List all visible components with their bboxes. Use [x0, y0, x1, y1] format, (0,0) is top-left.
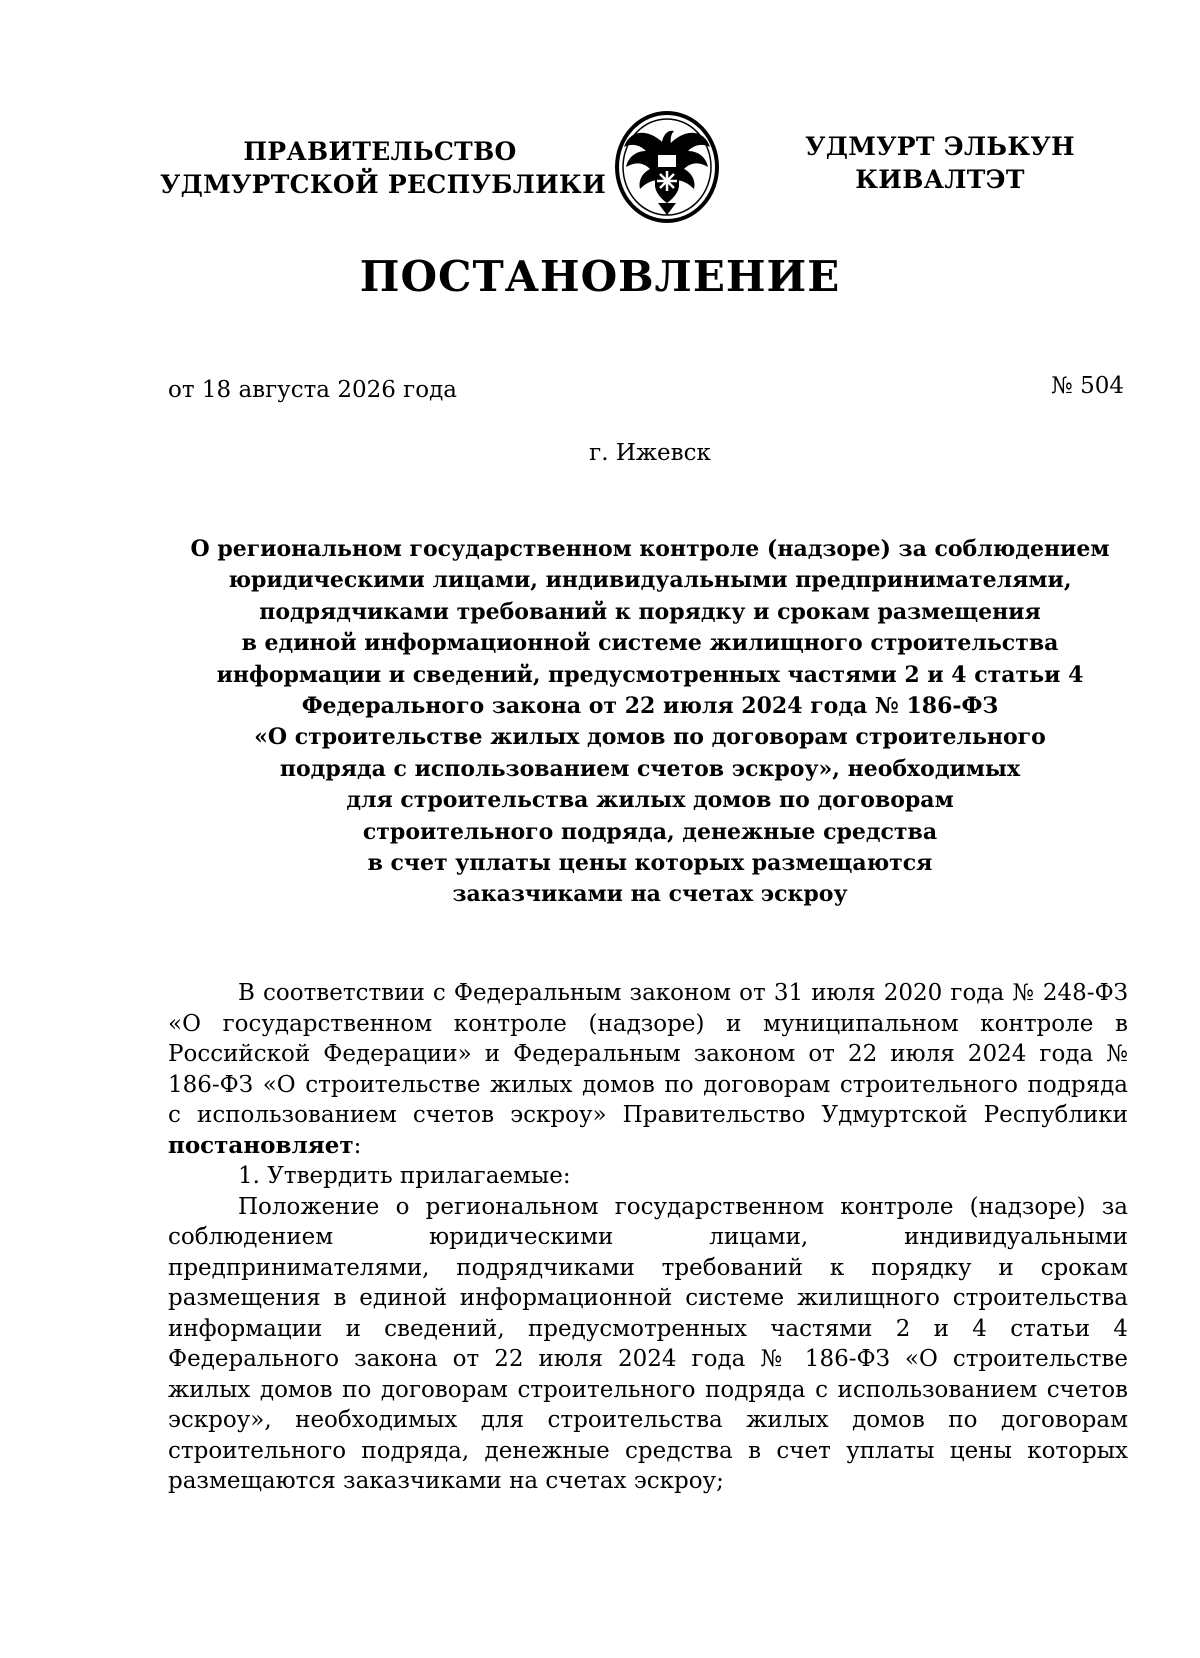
header-right: [800, 130, 1080, 196]
subject-line: «О строительстве жилых домов по договорам строительного: [254, 724, 1046, 751]
header-left-line2: УДМУРТСКОЙ РЕСПУБЛИКИ: [160, 170, 607, 199]
subject-line: Федерального закона от 22 июля 2024 года № 186-ФЗ: [301, 693, 999, 720]
subject-line: строительного подряда, денежные средства: [362, 818, 938, 845]
subject-line: заказчиками на счетах эскроу: [452, 881, 848, 908]
subject-line: для строительства жилых домов по договорам: [346, 787, 954, 814]
subject-line: О региональном государственном контроле (надзоре) за соблюдением: [190, 536, 1110, 562]
preamble-paragraph: [168, 978, 1128, 1161]
preamble-bold: постановляет: [168, 1131, 354, 1159]
header-right-line1: УДМУРТ ЭЛЬКУН: [805, 132, 1075, 161]
subject-line: в единой информационной системе жилищного строительства: [241, 630, 1059, 657]
document-body: [168, 978, 1128, 1497]
subject-line: подряда с использованием счетов эскроу», необходимых: [279, 755, 1021, 782]
header-left: [160, 135, 607, 201]
coat-of-arms-icon: [610, 107, 724, 225]
regulation-paragraph: Положение о региональном государственном контроле (надзоре) за соблюдением юридическими лицами, индивидуальными предпринимателями, подрядчиками требований к порядку и срокам размещения в единой информационной системе жилищного строительства информации и сведений, предусмотренных частями 2 и 4 статьи 4 Федерального закона от 22 июля 2024 года № 186-ФЗ «О строительстве жилых домов по договорам строительного подряда с использованием счетов эскроу», необходимых для строительства жилых домов по договорам строительного подряда, денежные средства в счет уплаты цены которых размещаются заказчиками на счетах эскроу;: [168, 1193, 1128, 1494]
item-1: 1. Утвердить прилагаемые:: [238, 1163, 571, 1189]
header-right-line2: КИВАЛТЭТ: [855, 165, 1025, 194]
subject-line: подрядчиками требований к порядку и срокам размещения: [259, 598, 1041, 625]
preamble-text: В соответствии с Федеральным законом от 31 июля 2020 года № 248-ФЗ «О государственном контроле (надзоре) и муниципальном контроле в Российской Федерации» и Федеральным законом от 22 июля 2024 года № 186-ФЗ «О строительстве жилых домов по договорам строительного подряда с использованием счетов эскроу» Правительство Удмуртской Республики: [168, 980, 1128, 1128]
document-type-title: ПОСТАНОВЛЕНИЕ: [359, 252, 841, 301]
subject-line: в счет уплаты цены которых размещаются: [367, 850, 933, 877]
preamble-end: :: [353, 1132, 362, 1159]
document-subject: [150, 534, 1150, 911]
document-date: от 18 августа 2026 года: [168, 377, 457, 403]
subject-line: юридическими лицами, индивидуальными предпринимателями,: [228, 567, 1072, 594]
header-left-line1: ПРАВИТЕЛЬСТВО: [243, 137, 517, 166]
subject-line: информации и сведений, предусмотренных частями 2 и 4 статьи 4: [216, 661, 1084, 688]
document-city: г. Ижевск: [589, 440, 711, 466]
document-number: № 504: [1051, 373, 1124, 399]
